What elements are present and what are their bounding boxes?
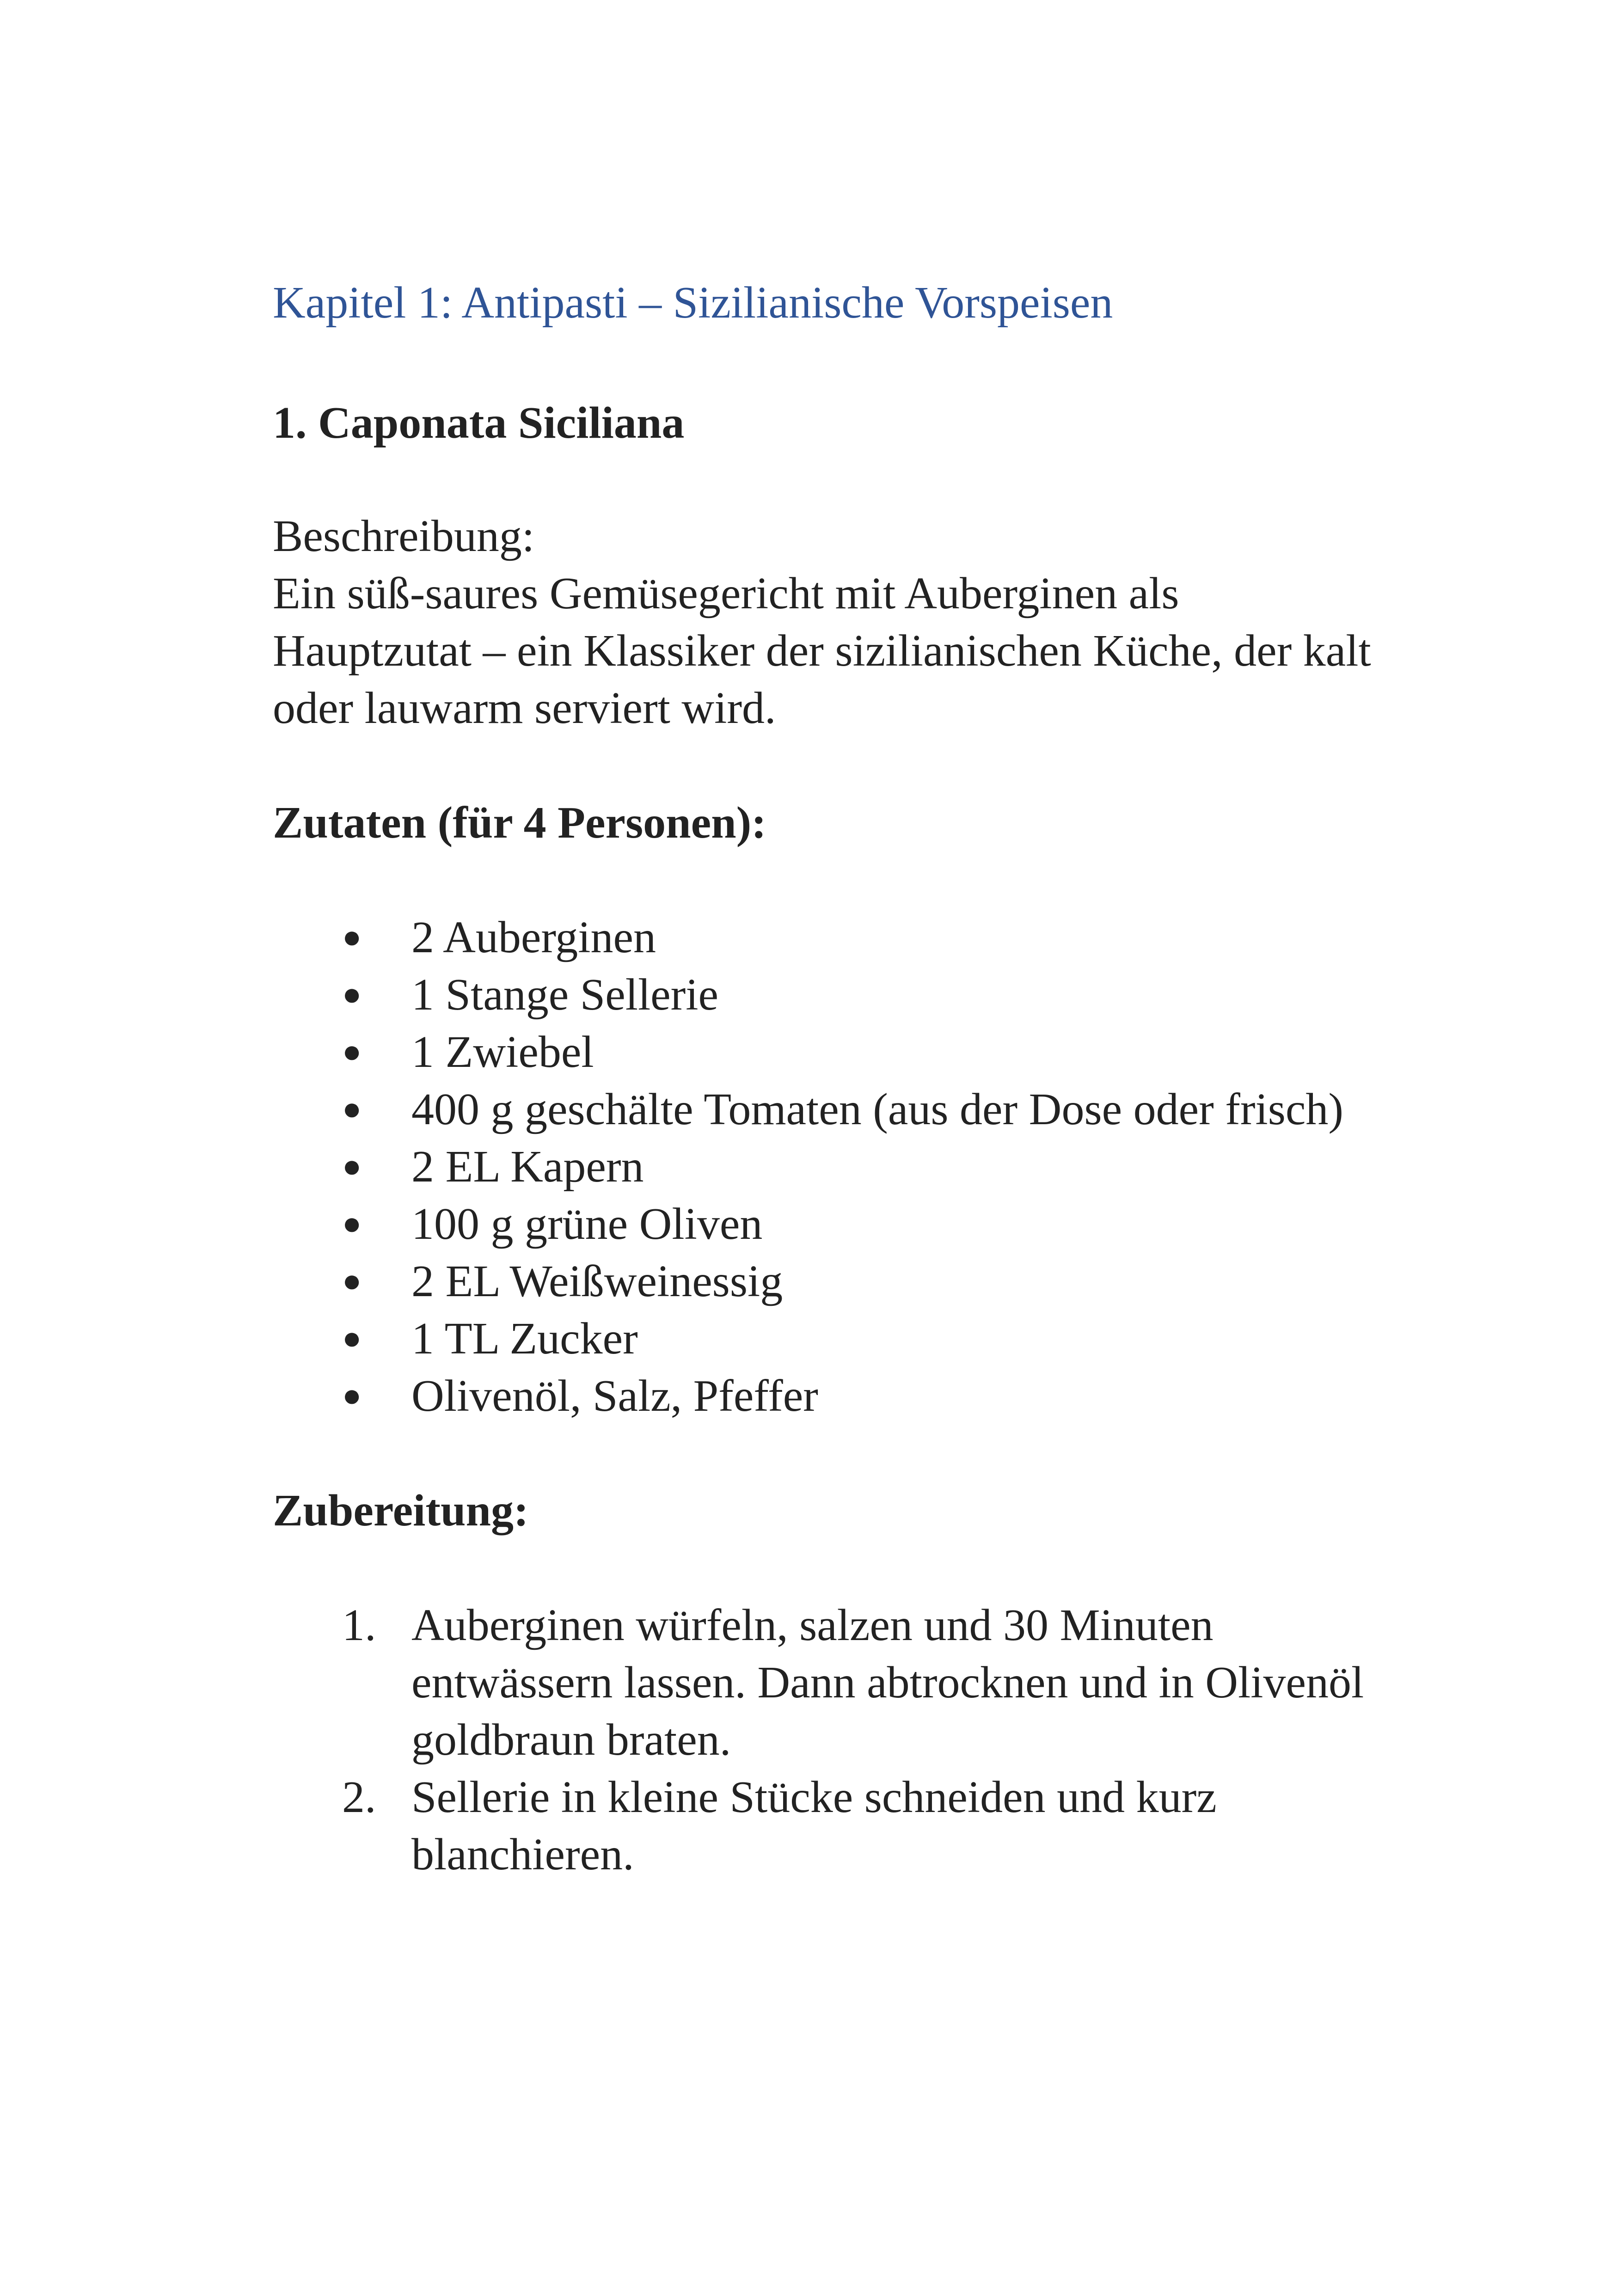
ingredient-item bbox=[273, 1310, 1382, 1367]
ingredient-item bbox=[273, 1138, 1382, 1195]
ingredient-text: 2 Auberginen bbox=[411, 912, 656, 962]
bullet-icon: ● bbox=[342, 1321, 362, 1356]
ingredient-text: 1 Zwiebel bbox=[411, 1027, 594, 1077]
bullet-icon: ● bbox=[342, 1034, 362, 1070]
bullet-icon: ● bbox=[342, 1263, 362, 1299]
ingredient-item bbox=[273, 1023, 1382, 1081]
ingredient-text: Olivenöl, Salz, Pfeffer bbox=[411, 1371, 818, 1421]
ingredient-text: 1 TL Zucker bbox=[411, 1314, 638, 1364]
step-item bbox=[273, 1769, 1382, 1883]
step-number: 2. bbox=[342, 1772, 376, 1822]
ingredient-text: 1 Stange Sellerie bbox=[411, 970, 719, 1020]
ingredient-item bbox=[273, 1253, 1382, 1310]
bullet-icon: ● bbox=[342, 1378, 362, 1414]
ingredient-item bbox=[273, 1195, 1382, 1253]
recipe-title: 1. Caponata Siciliana bbox=[273, 398, 685, 448]
document-page bbox=[273, 273, 1382, 1883]
preparation-heading: Zubereitung: bbox=[273, 1486, 529, 1536]
step-number: 1. bbox=[342, 1600, 376, 1650]
step-item bbox=[273, 1597, 1382, 1769]
bullet-icon: ● bbox=[342, 919, 362, 955]
chapter-title: Kapitel 1: Antipasti – Sizilianische Vorspeisen bbox=[273, 278, 1113, 328]
ingredient-item bbox=[273, 1081, 1382, 1138]
description-text: Ein süß-saures Gemüsegericht mit Auberginen als Hauptzutat – ein Klassiker der sizilianischen Küche, der kalt oder lauwarm serviert wird. bbox=[273, 569, 1371, 733]
ingredient-text: 2 EL Weißweinessig bbox=[411, 1256, 783, 1306]
ingredient-item bbox=[273, 1367, 1382, 1425]
bullet-icon: ● bbox=[342, 1091, 362, 1127]
step-text: Auberginen würfeln, salzen und 30 Minuten entwässern lassen. Dann abtrocknen und in Olivenöl goldbraun braten. bbox=[411, 1600, 1364, 1765]
ingredient-item bbox=[273, 909, 1382, 966]
ingredients-heading: Zutaten (für 4 Personen): bbox=[273, 798, 766, 848]
bullet-icon: ● bbox=[342, 1206, 362, 1242]
ingredient-text: 400 g geschälte Tomaten (aus der Dose oder frisch) bbox=[411, 1084, 1343, 1134]
preparation-steps bbox=[273, 1597, 1382, 1883]
ingredient-item bbox=[273, 966, 1382, 1023]
bullet-icon: ● bbox=[342, 1149, 362, 1184]
bullet-icon: ● bbox=[342, 977, 362, 1012]
ingredient-text: 100 g grüne Oliven bbox=[411, 1199, 763, 1249]
ingredient-text: 2 EL Kapern bbox=[411, 1142, 644, 1192]
step-text: Sellerie in kleine Stücke schneiden und kurz blanchieren. bbox=[411, 1772, 1217, 1880]
ingredients-list bbox=[273, 909, 1382, 1425]
description-label: Beschreibung: bbox=[273, 511, 535, 561]
